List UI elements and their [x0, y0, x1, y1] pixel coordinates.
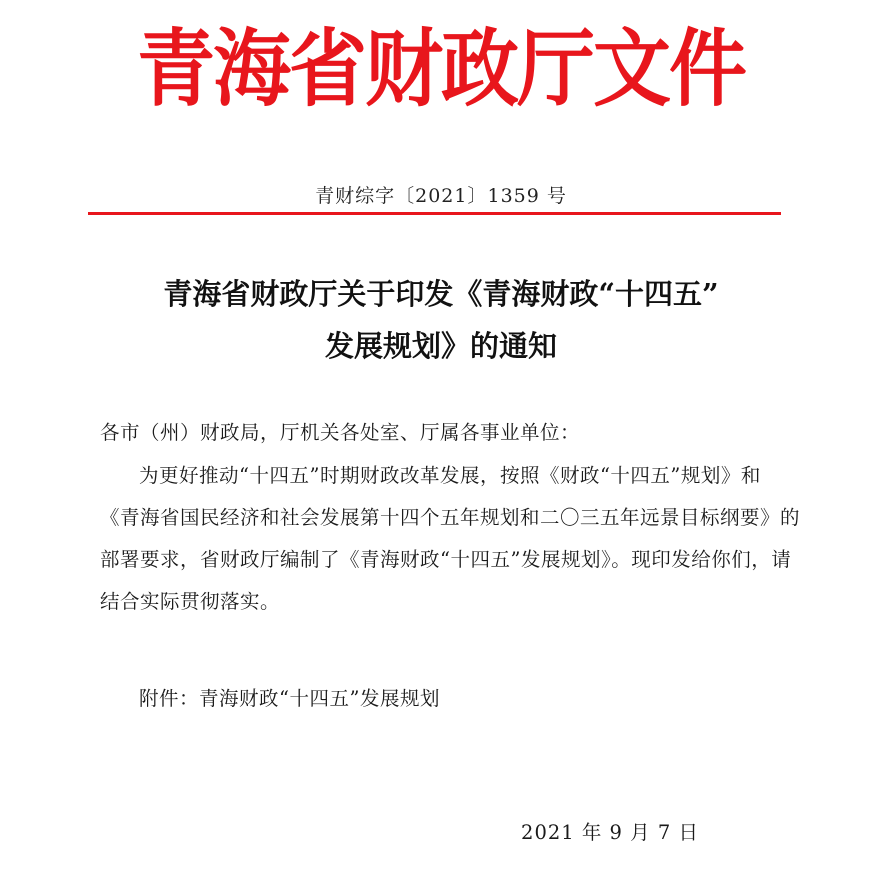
attachment-line: 附件：青海财政“十四五”发展规划: [139, 687, 440, 710]
red-divider-line: [88, 212, 781, 215]
body-paragraph: 为更好推动“十四五”时期财政改革发展，按照《财政“十四五”规划》和《青海省国民经济和社会发展第十四个五年规划和二〇三五年远景目标纲要》的部署要求，省财政厅编制了《青海财政“十四五”发展规划》。现印发给你们，请结合实际贯彻落实。: [100, 464, 801, 613]
document-number: 青财综字〔2021〕1359 号: [315, 185, 567, 207]
document-title: [60, 268, 822, 372]
salutation: 各市（州）财政局，厅机关各处室、厅属各事业单位：: [100, 421, 581, 444]
issue-date: 2021 年 9 月 7 日: [521, 821, 699, 844]
issuer-header: 青海省财政厅文件: [136, 21, 745, 119]
document-title-line-1: 青海省财政厅关于印发《青海财政“十四五”: [163, 277, 719, 311]
document-title-line-2: 发展规划》的通知: [324, 329, 557, 363]
